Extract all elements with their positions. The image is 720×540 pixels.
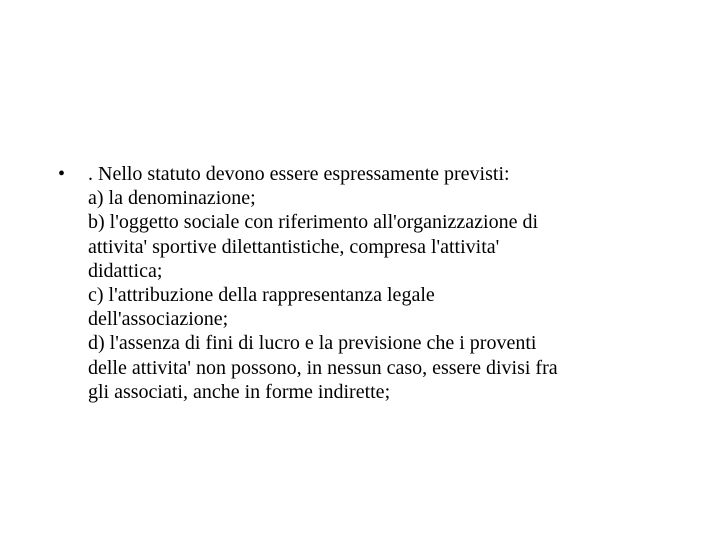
item-d-line-2: delle attivita' non possono, in nessun caso, essere divisi fra	[88, 356, 558, 379]
item-a-line: a) la denominazione;	[88, 187, 256, 210]
item-c-line-1: c) l'attribuzione della rappresentanza legale	[88, 284, 435, 307]
item-b-line-1: b) l'oggetto sociale con riferimento all'organizzazione di	[88, 211, 538, 234]
intro-line: . Nello statuto devono essere espressamente previsti:	[88, 163, 510, 185]
item-b-line-2: attivita' sportive dilettantistiche, compresa l'attivita'	[88, 235, 500, 258]
statute-requirements-text	[88, 162, 678, 404]
item-d-line-1: d) l'assenza di fini di lucro e la previsione che i proventi	[88, 332, 537, 355]
item-b-line-3: didattica;	[88, 259, 163, 282]
item-d-line-3: gli associati, anche in forme indirette;	[88, 380, 391, 403]
item-c-line-2: dell'associazione;	[88, 308, 229, 331]
bullet-item	[58, 162, 678, 404]
bullet-icon: •	[58, 163, 66, 185]
